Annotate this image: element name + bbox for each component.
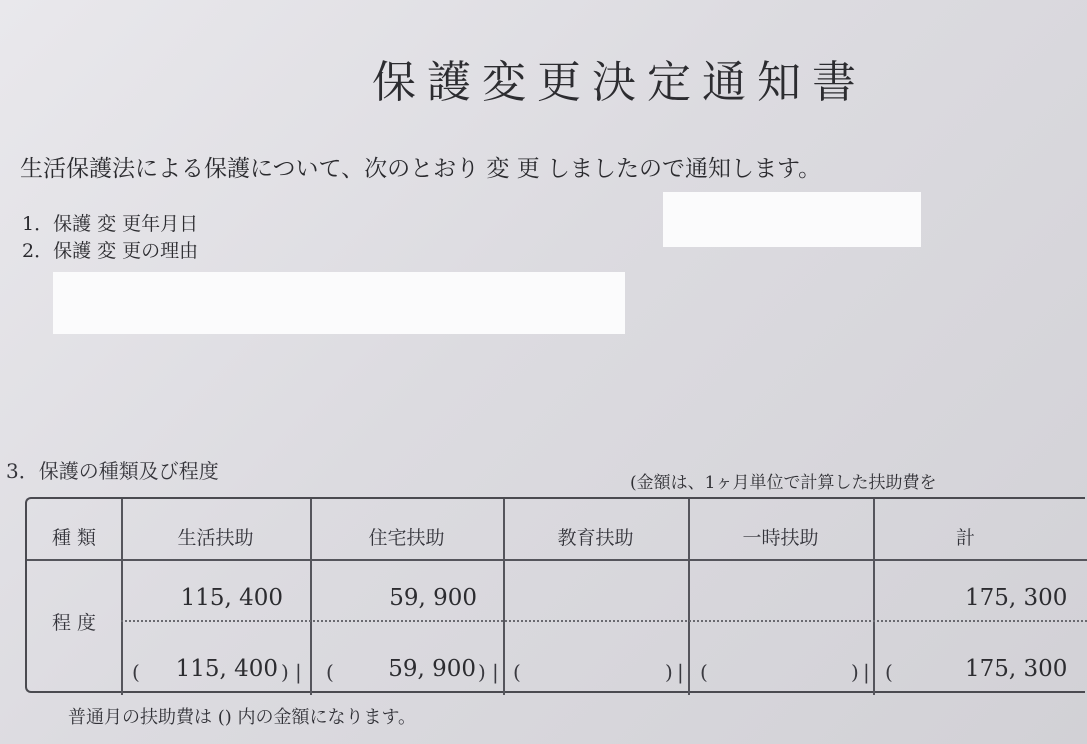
paren-open: (: [326, 660, 334, 684]
normal-value-total: 175, 300: [965, 656, 1068, 682]
paren-close: ): [478, 660, 486, 684]
paren-open: (: [700, 660, 708, 684]
header-education-assistance: 教育扶助: [557, 527, 634, 549]
paren-separator: |: [677, 660, 684, 684]
value-living: 115, 400: [180, 585, 283, 611]
paren-open: (: [513, 660, 521, 684]
redacted-date-box: [663, 192, 921, 247]
paren-separator: |: [295, 660, 302, 684]
paren-open: (: [885, 660, 893, 684]
value-total: 175, 300: [965, 585, 1068, 611]
item-change-date: 1．保護 変 更年月日: [22, 213, 199, 235]
header-living-assistance: 生活扶助: [177, 527, 254, 549]
header-temporary-assistance: 一時扶助: [742, 527, 819, 549]
paren-separator: |: [863, 660, 870, 684]
footnote: 普通月の扶助費は () 内の金額になります。: [68, 707, 417, 728]
table-divider: [27, 559, 1087, 561]
item-change-reason: 2．保護 変 更の理由: [22, 240, 199, 262]
table-dotted-divider: [121, 620, 1087, 622]
section-3-heading: 3．保護の種類及び程度: [6, 459, 219, 483]
paren-close: ): [665, 660, 673, 684]
paren-separator: |: [492, 660, 499, 684]
header-total: 計: [955, 527, 975, 549]
normal-value-living: 115, 400: [175, 656, 278, 682]
row-label-degree: 程 度: [51, 612, 97, 634]
amount-note: (金額は、1ヶ月単位で計算した扶助費を: [630, 473, 937, 493]
header-type: 種 類: [51, 527, 97, 549]
assistance-table: [25, 497, 1085, 693]
paren-open: (: [132, 660, 140, 684]
value-housing: 59, 900: [389, 585, 477, 611]
intro-text: 生活保護法による保護について、次のとおり 変 更 しましたので通知します。: [20, 156, 822, 182]
paren-close: ): [281, 660, 289, 684]
header-housing-assistance: 住宅扶助: [368, 527, 445, 549]
paren-close: ): [851, 660, 859, 684]
redacted-reason-box: [53, 272, 625, 334]
normal-value-housing: 59, 900: [388, 656, 476, 682]
document-title: 保護変更決定通知書: [372, 57, 867, 108]
